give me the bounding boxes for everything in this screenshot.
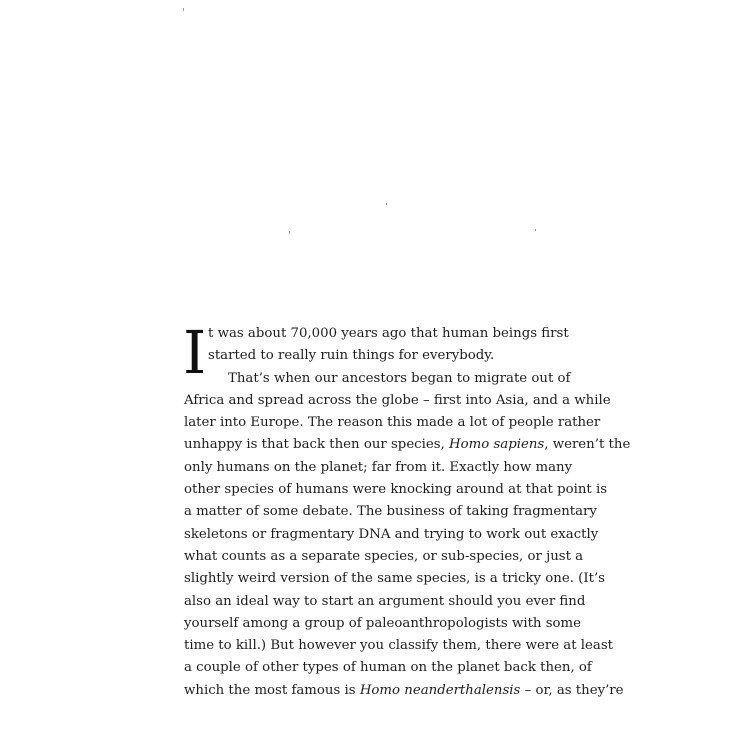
scan-speck (183, 8, 184, 11)
text-line: what counts as a separate species, or sub-species, or just a (184, 548, 584, 564)
text-line: time to kill.) But however you classify them, there were at least (184, 638, 613, 654)
text-line: a couple of other types of human on the planet back then, of (184, 660, 592, 676)
text-line (184, 434, 631, 456)
drop-cap: I (183, 318, 207, 387)
body-text (183, 318, 631, 702)
text-line: t was about 70,000 years ago that human beings first (208, 326, 569, 341)
species-name: Homo sapiens (449, 437, 545, 453)
text-run: which the most famous is (184, 682, 360, 698)
text-line: That’s when our ancestors began to migrate out of (228, 370, 571, 386)
text-line (184, 680, 624, 702)
scan-speck (289, 231, 290, 234)
species-name: Homo neanderthalensis (359, 682, 521, 698)
text-line: yourself among a group of paleoanthropologists with some (184, 615, 582, 631)
text-line: later into Europe. The reason this made a lot of people rather (184, 415, 601, 431)
text-line: other species of humans were knocking around at that point is (184, 482, 608, 498)
text-line: slightly weird version of the same species, is a tricky one. (It’s (184, 571, 605, 587)
text-line: Africa and spread across the globe – first into Asia, and a while (184, 392, 611, 408)
scan-speck (386, 203, 387, 205)
text-line: also an ideal way to start an argument should you ever find (184, 593, 586, 609)
text-line: only humans on the planet; far from it. Exactly how many (184, 459, 573, 475)
text-line: skeletons or fragmentary DNA and trying to work out exactly (184, 526, 599, 542)
text-run: – or, as they’re (520, 682, 624, 698)
scan-speck (535, 229, 536, 231)
text-line: started to really ruin things for everybody. (208, 348, 495, 364)
text-run: , weren’t the (544, 437, 631, 453)
text-run: unhappy is that back then our species, (184, 437, 450, 453)
text-line: a matter of some debate. The business of taking fragmentary (184, 504, 597, 520)
